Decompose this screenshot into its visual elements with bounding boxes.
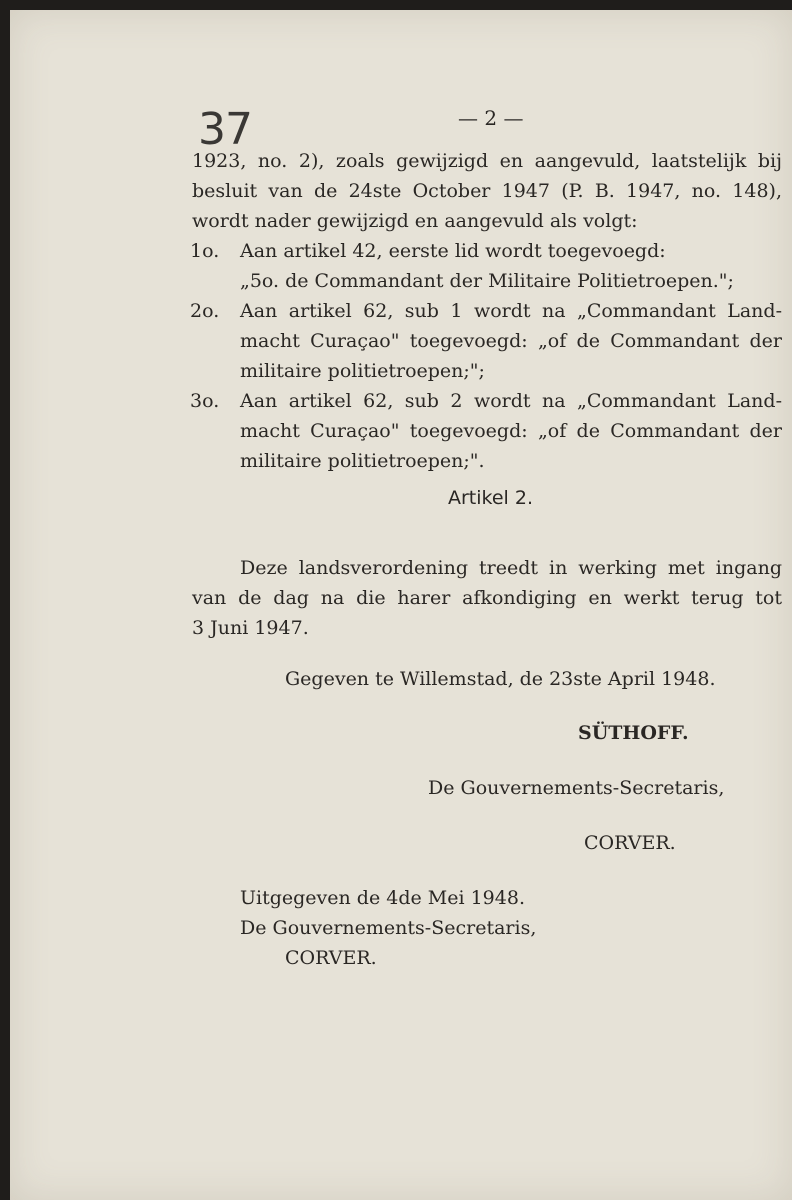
- signature-corver: CORVER.: [584, 832, 676, 854]
- signature-suthoff: SÜTHOFF.: [578, 722, 689, 744]
- item-1-line-2: „5o. de Commandant der Militaire Politietroepen.";: [240, 270, 734, 292]
- published-secretary-title: De Gouvernements-Secretaris,: [240, 917, 537, 939]
- document-page: [10, 10, 792, 1200]
- bleed-through-background: [190, 430, 750, 1070]
- item-1-line-1: Aan artikel 42, eerste lid wordt toegevoegd:: [240, 240, 666, 262]
- intro-line-3: wordt nader gewijzigd en aangevuld als volgt:: [192, 210, 638, 232]
- published-date: Uitgegeven de 4de Mei 1948.: [240, 887, 525, 909]
- item-3-number: 3o.: [190, 390, 220, 412]
- intro-line-1: 1923, no. 2), zoals gewijzigd en aangevuld, laatstelijk bij: [192, 150, 782, 172]
- item-2-line-2: macht Curaçao" toegevoegd: „of de Commandant der: [240, 330, 782, 352]
- item-1-number: 1o.: [190, 240, 220, 262]
- secretary-title: De Gouvernements-Secretaris,: [428, 777, 725, 799]
- article-text-line-1: Deze landsverordening treedt in werking met ingang: [240, 557, 782, 579]
- article-text-line-3: 3 Juni 1947.: [192, 617, 309, 639]
- item-2-line-3: militaire politietroepen;";: [240, 360, 485, 382]
- published-signature: CORVER.: [285, 947, 377, 969]
- item-3-line-3: militaire politietroepen;".: [240, 450, 485, 472]
- page-number: — 2 —: [458, 106, 524, 130]
- item-2-line-1: Aan artikel 62, sub 1 wordt na „Commandant Land-: [240, 300, 782, 322]
- intro-line-2: besluit van de 24ste October 1947 (P. B. 1947, no. 148),: [192, 180, 782, 202]
- item-3-line-2: macht Curaçao" toegevoegd: „of de Commandant der: [240, 420, 782, 442]
- article-text-line-2: van de dag na die harer afkondiging en werkt terug tot: [192, 587, 782, 609]
- item-2-number: 2o.: [190, 300, 220, 322]
- stamp-number: 37: [198, 104, 252, 155]
- article-heading: Artikel 2.: [448, 487, 533, 509]
- item-3-line-1: Aan artikel 62, sub 2 wordt na „Commandant Land-: [240, 390, 782, 412]
- given-line: Gegeven te Willemstad, de 23ste April 1948.: [285, 668, 716, 690]
